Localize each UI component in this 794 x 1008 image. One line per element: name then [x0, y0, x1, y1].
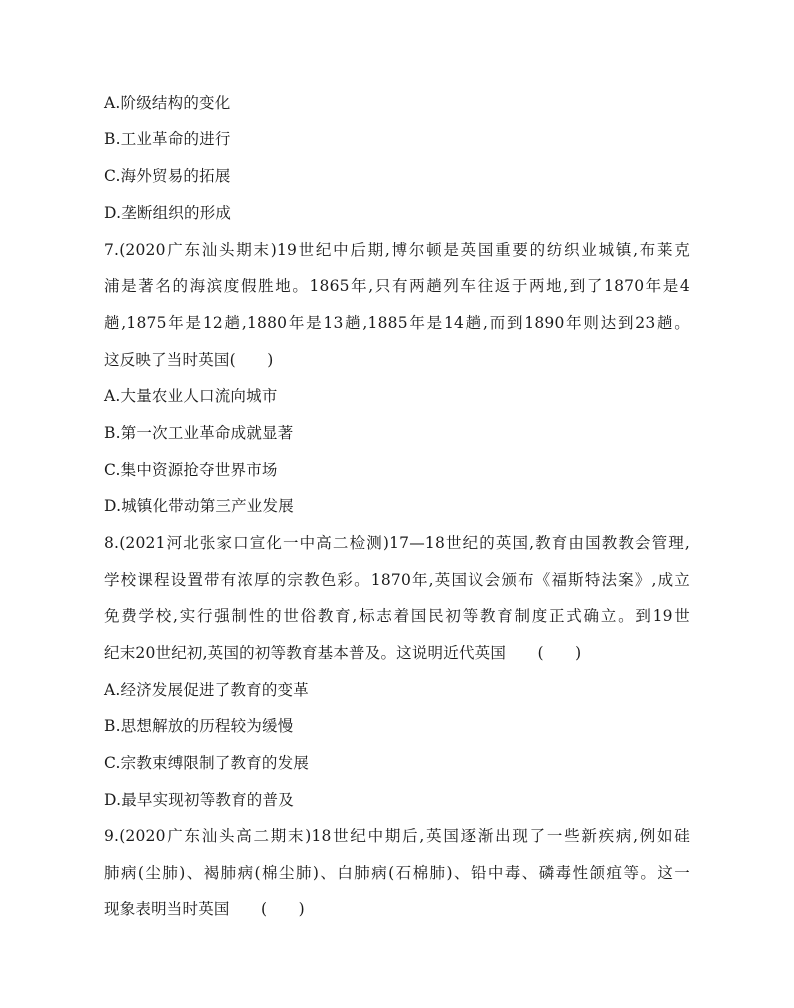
q7-stem-line-2: 浦是著名的海滨度假胜地。1865年,只有两趟列车往返于两地,到了1870年是4	[104, 277, 690, 295]
q9-stem-line-2: 肺病(尘肺)、褐肺病(棉尘肺)、白肺病(石棉肺)、铅中毒、磷毒性颌疽等。这一	[104, 864, 690, 882]
q6-option-c[interactable]: C.海外贸易的拓展	[104, 167, 231, 185]
q8-stem-line-1: 8.(2021河北张家口宣化一中高二检测)17—18世纪的英国,教育由国教教会管理,	[104, 534, 690, 552]
q7-stem-line-1: 7.(2020广东汕头期末)19世纪中后期,博尔顿是英国重要的纺织业城镇,布莱克	[104, 241, 690, 259]
q8-stem-line-4: 纪末20世纪初,英国的初等教育基本普及。这说明近代英国 ( )	[104, 644, 582, 662]
q7-option-d[interactable]: D.城镇化带动第三产业发展	[104, 497, 294, 515]
q8-option-a[interactable]: A.经济发展促进了教育的变革	[104, 681, 309, 699]
q8-stem-line-2: 学校课程设置带有浓厚的宗教色彩。1870年,英国议会颁布《福斯特法案》,成立	[104, 571, 690, 589]
q9-stem-line-1: 9.(2020广东汕头高二期末)18世纪中期后,英国逐渐出现了一些新疾病,例如硅	[104, 827, 690, 845]
q6-option-d[interactable]: D.垄断组织的形成	[104, 204, 232, 222]
q8-option-b[interactable]: B.思想解放的历程较为缓慢	[104, 717, 294, 735]
q9-stem-line-3: 现象表明当时英国 ( )	[104, 900, 305, 918]
q7-stem-line-4: 这反映了当时英国( )	[104, 351, 274, 369]
q7-option-a[interactable]: A.大量农业人口流向城市	[104, 387, 278, 405]
q6-option-a[interactable]: A.阶级结构的变化	[104, 94, 231, 112]
q7-option-c[interactable]: C.集中资源抢夺世界市场	[104, 461, 278, 479]
q8-stem-line-3: 免费学校,实行强制性的世俗教育,标志着国民初等教育制度正式确立。到19世	[104, 607, 690, 625]
q8-option-c[interactable]: C.宗教束缚限制了教育的发展	[104, 754, 310, 772]
q7-option-b[interactable]: B.第一次工业革命成就显著	[104, 424, 294, 442]
q8-option-d[interactable]: D.最早实现初等教育的普及	[104, 791, 294, 809]
q7-stem-line-3: 趟,1875年是12趟,1880年是13趟,1885年是14趟,而到1890年则达到23趟。	[104, 314, 690, 332]
q6-option-b[interactable]: B.工业革命的进行	[104, 130, 231, 148]
